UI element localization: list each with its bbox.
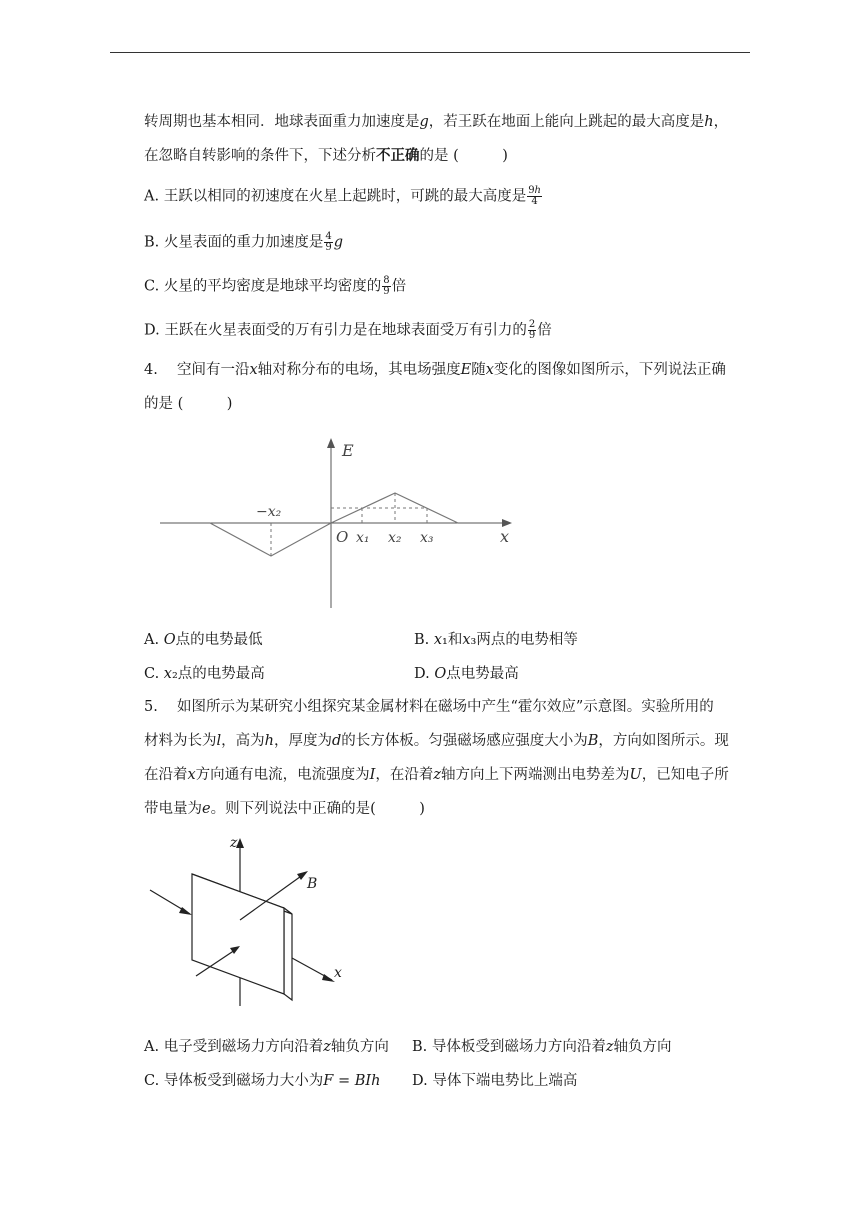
origin-label: O — [336, 528, 349, 546]
tick-label-x3: x₃ — [420, 530, 434, 546]
q4-line1: 4. 空间有一沿𝑥轴对称分布的电场，其电场强度𝐸随𝑥变化的图像如图所示，下列说法正确 — [144, 362, 726, 378]
q3-option-b: B. 火星表面的重力加速度是 $\frac{4}{9}$ 𝑔 — [144, 231, 344, 253]
q4-option-a: A. 𝑂点的电势最低 — [144, 632, 263, 648]
tick-label-x1: x₁ — [356, 530, 370, 546]
q5-line2: 材料为长为𝑙，高为ℎ，厚度为𝑑的长方体板。匀强磁场感应强度大小为𝐵，方向如图所示。现 — [144, 733, 729, 749]
q5-option-a: A. 电子受到磁场力方向沿着𝑧轴负方向 — [144, 1039, 389, 1055]
q3-option-a: A. 王跃以相同的初速度在火星上起跳时，可跳的最大高度是 $\frac{\text{9ℎ}}{4}$ — [144, 185, 541, 207]
q5-option-d: D. 导体下端电势比上端高 — [412, 1073, 578, 1089]
fraction: $\frac{\text{9ℎ}}{4}$ — [528, 185, 541, 207]
e-x-graph — [150, 432, 530, 612]
tick-label-x2: x₂ — [388, 530, 402, 546]
plate-front — [192, 874, 284, 994]
x-axis-label: x — [500, 527, 510, 546]
plate-side — [284, 908, 292, 1000]
fraction: $\frac{4}{9}$ — [325, 231, 332, 253]
emphasis-not-correct: 不正确 — [376, 147, 420, 164]
q3-option-d: D. 王跃在火星表面受的万有引力是在地球表面受万有引力的 $\frac{2}{9}$ 倍 — [144, 319, 552, 341]
q4-option-b: B. 𝑥₁和𝑥₃两点的电势相等 — [414, 632, 578, 648]
fraction: $\frac{2}{9}$ — [528, 319, 536, 341]
q3-line2: 在忽略自转影响的条件下，下述分析不正确的是 ( ) — [144, 147, 508, 164]
tick-label-neg-x2: −x₂ — [256, 504, 282, 520]
q5-line4: 带电量为𝑒。则下列说法中正确的是( ) — [144, 801, 425, 817]
q3-option-c: C. 火星的平均密度是地球平均密度的 $\frac{8}{9}$ 倍 — [144, 275, 407, 297]
q5-line3: 在沿着𝑥方向通有电流，电流强度为𝐼，在沿着𝑧轴方向上下两端测出电势差为𝑈，已知电子所 — [144, 767, 729, 783]
header-rule — [110, 52, 750, 53]
fraction: $\frac{8}{9}$ — [383, 275, 390, 297]
y-axis-arrow — [327, 438, 335, 448]
q4-option-c: C. 𝑥₂点的电势最高 — [144, 666, 265, 682]
q3-line1: 转周期也基本相同．地球表面重力加速度是𝑔，若王跃在地面上能向上跳起的最大高度是ℎ， — [144, 114, 729, 130]
z-axis-label: z — [230, 835, 238, 851]
e-curve — [210, 493, 458, 556]
q5-option-b: B. 导体板受到磁场力方向沿着𝑧轴负方向 — [412, 1039, 672, 1055]
q4-line2: 的是 ( ) — [144, 396, 233, 412]
hall-effect-diagram — [144, 830, 364, 1020]
b-field-label: B — [307, 876, 318, 892]
y-axis-label: E — [342, 441, 354, 460]
q5-line1: 5. 如图所示为某研究小组探究某金属材料在磁场中产生“霍尔效应”示意图。实验所用的 — [144, 699, 714, 715]
x-axis-diagram-label: x — [334, 965, 342, 981]
x-axis-arrow — [502, 519, 512, 527]
q4-option-d: D. 𝑂点电势最高 — [414, 666, 519, 682]
q5-option-c: C. 导体板受到磁场力大小为𝐹 = 𝐵𝐼ℎ — [144, 1073, 381, 1089]
